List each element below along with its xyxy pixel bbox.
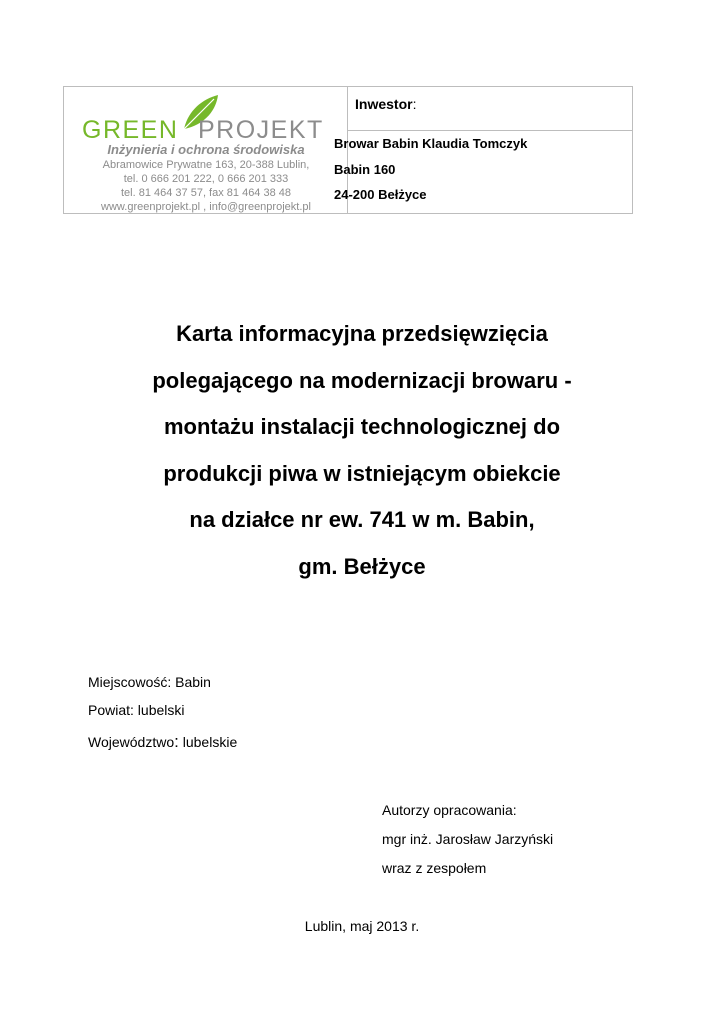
title-line: na działce nr ew. 741 w m. Babin, (189, 507, 535, 532)
company-tagline: Inżynieria i ochrona środowiska (107, 142, 305, 157)
authors-team: wraz z zespołem (382, 860, 487, 876)
document-title (62, 311, 662, 590)
investor-header-cell (348, 87, 632, 131)
title-line: produkcji piwa w istniejącym obiekcie (163, 460, 561, 486)
title-line: Karta informacyjna przedsięwzięcia (176, 321, 548, 346)
investor-street: Babin 160 (334, 162, 396, 177)
title-line: polegającego na modernizacji browaru - (152, 367, 572, 393)
investor-name: Browar Babin Klaudia Tomczyk (334, 136, 528, 151)
author-name: mgr inż. Jarosław Jarzyński (382, 831, 554, 847)
investor-city: 24-200 Bełżyce (334, 187, 427, 202)
location-place: Miejscowość: Babin (88, 674, 211, 690)
place-date: Lublin, maj 2013 r. (304, 918, 420, 934)
title-line: gm. Bełżyce (298, 553, 426, 579)
location-county: Powiat: lubelski (88, 702, 185, 718)
investor-label: Inwestor: (355, 96, 417, 112)
title-line: montażu instalacji technologicznej do (163, 414, 561, 439)
company-address: Abramowice Prywatne 163, 20-388 Lublin, (102, 159, 310, 171)
brand-green-text: GREEN (82, 116, 179, 144)
company-logo-block (64, 87, 348, 213)
company-phone-fax: tel. 81 464 37 57, fax 81 464 38 48 (120, 187, 292, 199)
company-phones: tel. 0 666 201 222, 0 666 201 333 (123, 173, 289, 185)
company-web: www.greenprojekt.pl , info@greenprojekt.pl (101, 201, 311, 213)
location-voivodeship: Województwo: lubelskie (88, 732, 238, 751)
green-projekt-logo (80, 93, 342, 145)
brand-projekt-text: PROJEKT (198, 116, 324, 144)
authors-label: Autorzy opracowania: (382, 802, 517, 818)
